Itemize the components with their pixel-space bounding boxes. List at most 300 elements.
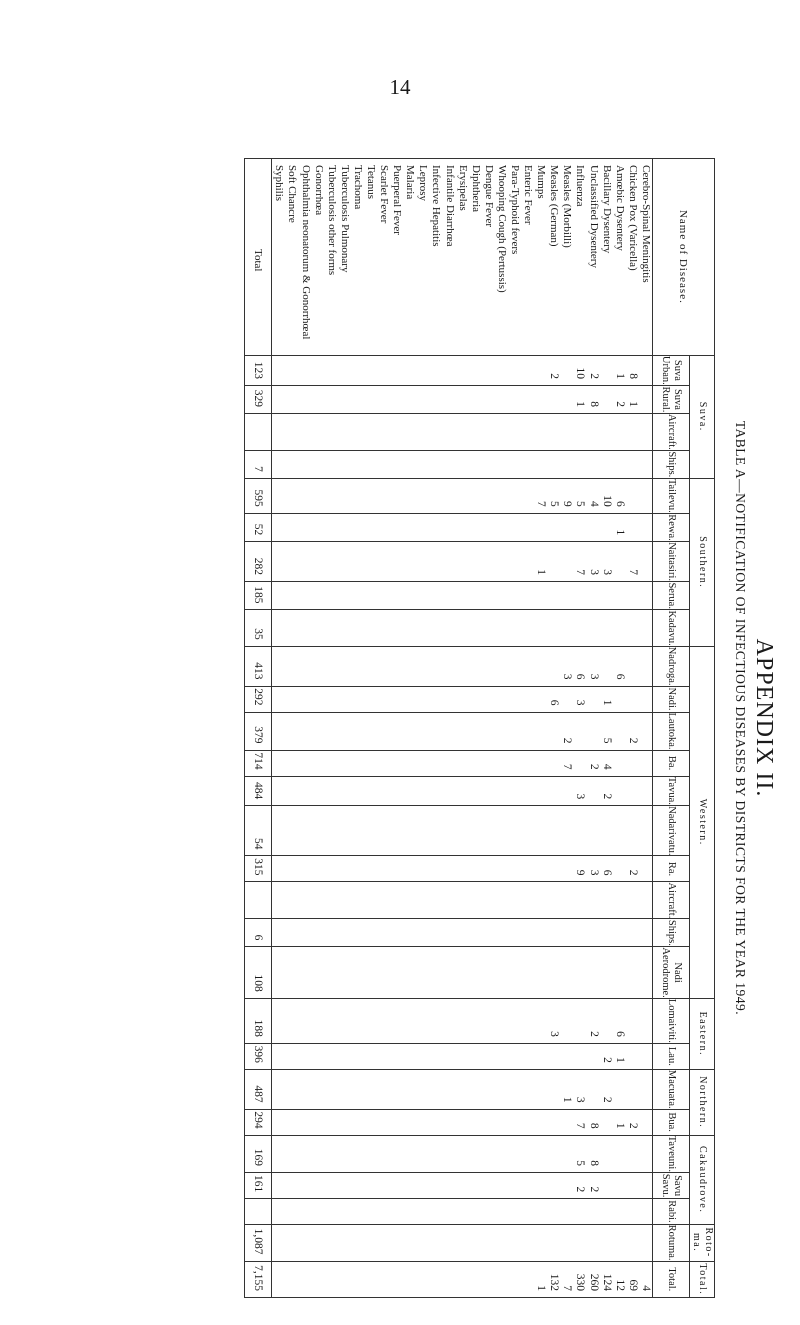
district-group-header: Cakaudrove. xyxy=(690,1135,715,1224)
case-count-cell xyxy=(443,513,456,541)
case-count-cell xyxy=(639,1199,653,1224)
case-count-cell: 2 xyxy=(626,856,639,882)
case-count-cell xyxy=(377,750,390,776)
case-count-cell xyxy=(508,712,521,750)
case-count-cell: 8 xyxy=(587,1109,600,1135)
case-count-cell xyxy=(429,385,442,413)
case-count-cell: 6 xyxy=(613,998,626,1043)
district-group-header: Suva. xyxy=(690,355,715,478)
case-count-cell: 2 xyxy=(587,355,600,385)
case-count-cell xyxy=(626,998,639,1043)
case-count-cell: 7 xyxy=(534,478,547,513)
table-row xyxy=(613,159,626,1298)
case-count-cell xyxy=(626,947,639,998)
district-column-header: Nadi. xyxy=(653,686,690,712)
case-count-cell: 2 xyxy=(613,385,626,413)
case-count-cell xyxy=(600,882,613,919)
case-count-cell xyxy=(639,610,653,646)
case-count-cell xyxy=(325,478,338,513)
case-count-cell: 9 xyxy=(560,478,573,513)
case-count-cell xyxy=(312,513,325,541)
case-count-cell xyxy=(351,1069,364,1109)
total-value-cell: 413 xyxy=(245,646,272,686)
case-count-cell xyxy=(495,355,508,385)
table-row xyxy=(639,159,653,1298)
case-count-cell xyxy=(338,1069,351,1109)
case-count-cell xyxy=(547,610,560,646)
district-column-header: Aircraft. xyxy=(653,413,690,450)
total-value-cell: 123 xyxy=(245,355,272,385)
case-count-cell xyxy=(547,856,560,882)
case-count-cell xyxy=(573,582,586,610)
district-column-header: Ba. xyxy=(653,750,690,776)
case-count-cell xyxy=(443,947,456,998)
case-count-cell xyxy=(443,882,456,919)
table-row xyxy=(626,159,639,1298)
district-column-header: Tavua. xyxy=(653,776,690,806)
disease-name: Tetanus xyxy=(364,159,377,356)
table-row xyxy=(312,159,325,1298)
case-count-cell xyxy=(403,413,416,450)
table-row xyxy=(285,159,298,1298)
case-count-cell xyxy=(272,947,286,998)
case-count-cell xyxy=(613,686,626,712)
case-count-cell xyxy=(534,1172,547,1198)
case-count-cell xyxy=(403,750,416,776)
case-count-cell xyxy=(521,1224,534,1261)
case-count-cell xyxy=(312,1109,325,1135)
case-count-cell xyxy=(600,385,613,413)
case-count-cell xyxy=(456,947,469,998)
case-count-cell xyxy=(495,806,508,856)
case-count-cell xyxy=(469,712,482,750)
case-count-cell xyxy=(338,947,351,998)
case-count-cell xyxy=(377,513,390,541)
case-count-cell xyxy=(626,776,639,806)
case-count-cell xyxy=(364,1109,377,1135)
case-count-cell xyxy=(547,1109,560,1135)
case-count-cell xyxy=(482,712,495,750)
case-count-cell xyxy=(639,1109,653,1135)
case-count-cell xyxy=(469,1043,482,1069)
case-count-cell xyxy=(429,776,442,806)
case-count-cell xyxy=(482,1135,495,1172)
case-count-cell: 1 xyxy=(600,686,613,712)
case-count-cell xyxy=(469,1135,482,1172)
case-count-cell xyxy=(312,1043,325,1069)
case-count-cell xyxy=(508,919,521,947)
table-row xyxy=(521,159,534,1298)
case-count-cell xyxy=(325,806,338,856)
case-count-cell xyxy=(560,385,573,413)
case-count-cell xyxy=(429,750,442,776)
case-count-cell: 4 xyxy=(639,1261,653,1297)
case-count-cell xyxy=(364,610,377,646)
case-count-cell xyxy=(298,919,311,947)
case-count-cell xyxy=(521,385,534,413)
case-count-cell xyxy=(390,413,403,450)
case-count-cell xyxy=(547,919,560,947)
case-count-cell xyxy=(416,582,429,610)
table-row xyxy=(403,159,416,1298)
rotated-table-page xyxy=(0,138,800,1298)
case-count-cell xyxy=(534,450,547,478)
case-count-cell xyxy=(508,450,521,478)
case-count-cell xyxy=(547,947,560,998)
case-count-cell xyxy=(338,646,351,686)
case-count-cell xyxy=(495,450,508,478)
case-count-cell xyxy=(547,542,560,582)
case-count-cell xyxy=(364,385,377,413)
case-count-cell xyxy=(351,750,364,776)
case-count-cell xyxy=(639,1135,653,1172)
case-count-cell xyxy=(390,947,403,998)
case-count-cell xyxy=(521,1172,534,1198)
case-count-cell xyxy=(508,856,521,882)
case-count-cell xyxy=(495,1224,508,1261)
case-count-cell xyxy=(285,919,298,947)
total-value-cell: 6 xyxy=(245,919,272,947)
case-count-cell xyxy=(285,1043,298,1069)
case-count-cell: 1 xyxy=(613,1043,626,1069)
case-count-cell xyxy=(587,686,600,712)
case-count-cell xyxy=(416,1224,429,1261)
case-count-cell xyxy=(560,610,573,646)
case-count-cell xyxy=(443,686,456,712)
district-column-header: Kadavu. xyxy=(653,610,690,646)
case-count-cell: 6 xyxy=(573,646,586,686)
case-count-cell xyxy=(390,882,403,919)
case-count-cell xyxy=(469,1069,482,1109)
case-count-cell xyxy=(469,1224,482,1261)
case-count-cell xyxy=(338,450,351,478)
case-count-cell xyxy=(429,686,442,712)
case-count-cell xyxy=(443,385,456,413)
case-count-cell xyxy=(495,542,508,582)
case-count-cell: 2 xyxy=(600,776,613,806)
name-of-disease-header: Name of Disease. xyxy=(653,159,715,356)
case-count-cell xyxy=(482,413,495,450)
case-count-cell: 2 xyxy=(626,712,639,750)
table-row xyxy=(429,159,442,1298)
case-count-cell xyxy=(626,1199,639,1224)
case-count-cell xyxy=(482,856,495,882)
case-count-cell xyxy=(613,1172,626,1198)
case-count-cell xyxy=(456,686,469,712)
case-count-cell xyxy=(547,1172,560,1198)
case-count-cell xyxy=(312,646,325,686)
case-count-cell xyxy=(521,542,534,582)
case-count-cell xyxy=(403,1069,416,1109)
total-label: Total xyxy=(245,159,272,356)
case-count-cell xyxy=(547,1069,560,1109)
case-count-cell xyxy=(521,582,534,610)
case-count-cell xyxy=(443,542,456,582)
case-count-cell xyxy=(469,998,482,1043)
case-count-cell: 2 xyxy=(587,1172,600,1198)
case-count-cell xyxy=(416,1109,429,1135)
case-count-cell xyxy=(613,806,626,856)
case-count-cell xyxy=(351,712,364,750)
case-count-cell xyxy=(456,750,469,776)
case-count-cell xyxy=(272,1224,286,1261)
case-count-cell: 8 xyxy=(587,1135,600,1172)
case-count-cell xyxy=(377,646,390,686)
case-count-cell xyxy=(508,582,521,610)
case-count-cell xyxy=(312,582,325,610)
case-count-cell xyxy=(469,513,482,541)
case-count-cell xyxy=(403,856,416,882)
case-count-cell xyxy=(403,776,416,806)
case-count-cell xyxy=(298,513,311,541)
case-count-cell xyxy=(298,1069,311,1109)
case-count-cell: 8 xyxy=(626,355,639,385)
total-value-cell: 108 xyxy=(245,947,272,998)
case-count-cell: 9 xyxy=(573,856,586,882)
case-count-cell xyxy=(285,882,298,919)
district-group-header: Southern. xyxy=(690,478,715,646)
case-count-cell xyxy=(285,646,298,686)
table-row xyxy=(534,159,547,1298)
case-count-cell xyxy=(416,1135,429,1172)
case-count-cell xyxy=(377,385,390,413)
case-count-cell xyxy=(429,610,442,646)
disease-name: Leprosy xyxy=(416,159,429,356)
case-count-cell xyxy=(495,856,508,882)
case-count-cell xyxy=(521,776,534,806)
total-value-cell: 294 xyxy=(245,1109,272,1135)
case-count-cell xyxy=(482,513,495,541)
district-column-header: Serua. xyxy=(653,582,690,610)
case-count-cell xyxy=(325,413,338,450)
case-count-cell xyxy=(285,1199,298,1224)
case-count-cell xyxy=(547,413,560,450)
case-count-cell xyxy=(403,646,416,686)
case-count-cell xyxy=(272,776,286,806)
case-count-cell xyxy=(443,750,456,776)
disease-name: Soft Chancre xyxy=(285,159,298,356)
case-count-cell xyxy=(443,919,456,947)
case-count-cell: 3 xyxy=(573,686,586,712)
district-column-header: Ships. xyxy=(653,450,690,478)
case-count-cell xyxy=(587,919,600,947)
case-count-cell: 124 xyxy=(600,1261,613,1297)
case-count-cell xyxy=(338,1135,351,1172)
case-count-cell xyxy=(521,1199,534,1224)
case-count-cell xyxy=(521,998,534,1043)
case-count-cell xyxy=(298,1043,311,1069)
case-count-cell xyxy=(456,1261,469,1297)
disease-name: Measles (German) xyxy=(547,159,560,356)
case-count-cell xyxy=(298,998,311,1043)
case-count-cell xyxy=(639,646,653,686)
case-count-cell xyxy=(429,582,442,610)
case-count-cell xyxy=(351,1261,364,1297)
case-count-cell: 2 xyxy=(600,1069,613,1109)
case-count-cell xyxy=(469,582,482,610)
district-column-header: Lomaiviti. xyxy=(653,998,690,1043)
case-count-cell xyxy=(390,1261,403,1297)
case-count-cell xyxy=(351,1172,364,1198)
case-count-cell xyxy=(377,712,390,750)
case-count-cell xyxy=(534,610,547,646)
case-count-cell xyxy=(312,998,325,1043)
case-count-cell xyxy=(456,1109,469,1135)
case-count-cell xyxy=(443,610,456,646)
case-count-cell xyxy=(416,1172,429,1198)
case-count-cell xyxy=(338,1261,351,1297)
case-count-cell xyxy=(547,1224,560,1261)
case-count-cell xyxy=(312,385,325,413)
case-count-cell: 7 xyxy=(560,1261,573,1297)
case-count-cell xyxy=(547,450,560,478)
case-count-cell xyxy=(416,646,429,686)
case-count-cell xyxy=(351,1199,364,1224)
case-count-cell xyxy=(456,1135,469,1172)
case-count-cell: 2 xyxy=(560,712,573,750)
case-count-cell xyxy=(613,776,626,806)
case-count-cell xyxy=(600,998,613,1043)
disease-name: Whooping Cough (Pertussis) xyxy=(495,159,508,356)
case-count-cell xyxy=(364,750,377,776)
total-value-cell: 7,155 xyxy=(245,1261,272,1297)
district-group-header: Roto-ma. xyxy=(690,1224,715,1261)
case-count-cell xyxy=(495,478,508,513)
table-row xyxy=(587,159,600,1298)
case-count-cell xyxy=(325,1199,338,1224)
case-count-cell xyxy=(272,513,286,541)
case-count-cell xyxy=(495,1043,508,1069)
case-count-cell xyxy=(626,1172,639,1198)
case-count-cell xyxy=(364,776,377,806)
table-row xyxy=(469,159,482,1298)
table-row xyxy=(351,159,364,1298)
case-count-cell xyxy=(456,1172,469,1198)
case-count-cell xyxy=(390,1043,403,1069)
case-count-cell xyxy=(364,856,377,882)
case-count-cell: 3 xyxy=(587,542,600,582)
district-group-header: Total. xyxy=(690,1261,715,1297)
case-count-cell xyxy=(600,355,613,385)
case-count-cell xyxy=(469,413,482,450)
case-count-cell: 1 xyxy=(613,513,626,541)
case-count-cell xyxy=(495,1199,508,1224)
case-count-cell xyxy=(456,542,469,582)
case-count-cell xyxy=(325,385,338,413)
case-count-cell: 8 xyxy=(587,385,600,413)
case-count-cell xyxy=(285,856,298,882)
table-row xyxy=(298,159,311,1298)
case-count-cell xyxy=(456,919,469,947)
case-count-cell xyxy=(573,947,586,998)
case-count-cell xyxy=(298,610,311,646)
case-count-cell xyxy=(285,542,298,582)
district-column-header: Tailevu. xyxy=(653,478,690,513)
case-count-cell xyxy=(534,1069,547,1109)
case-count-cell xyxy=(613,1069,626,1109)
case-count-cell xyxy=(534,998,547,1043)
case-count-cell xyxy=(639,582,653,610)
case-count-cell xyxy=(600,646,613,686)
case-count-cell xyxy=(508,882,521,919)
case-count-cell xyxy=(639,1043,653,1069)
table-row xyxy=(325,159,338,1298)
district-column-header: Suva Urban. xyxy=(653,355,690,385)
case-count-cell xyxy=(272,450,286,478)
notification-table xyxy=(244,158,715,1298)
disease-name: Tuberculosis Pulmonary xyxy=(338,159,351,356)
case-count-cell xyxy=(613,947,626,998)
case-count-cell xyxy=(377,355,390,385)
case-count-cell xyxy=(403,385,416,413)
case-count-cell xyxy=(403,919,416,947)
case-count-cell xyxy=(508,513,521,541)
case-count-cell xyxy=(469,919,482,947)
case-count-cell xyxy=(325,1069,338,1109)
total-value-cell: 396 xyxy=(245,1043,272,1069)
case-count-cell xyxy=(456,610,469,646)
disease-name: Amœbic Dysentery xyxy=(613,159,626,356)
total-value-cell: 484 xyxy=(245,776,272,806)
case-count-cell xyxy=(325,646,338,686)
case-count-cell xyxy=(338,998,351,1043)
case-count-cell xyxy=(482,776,495,806)
case-count-cell xyxy=(325,1261,338,1297)
case-count-cell xyxy=(390,1135,403,1172)
case-count-cell xyxy=(377,806,390,856)
case-count-cell xyxy=(416,776,429,806)
case-count-cell xyxy=(613,413,626,450)
case-count-cell xyxy=(325,919,338,947)
case-count-cell xyxy=(272,919,286,947)
case-count-cell xyxy=(521,947,534,998)
case-count-cell xyxy=(403,1224,416,1261)
disease-name: Dengue Fever xyxy=(482,159,495,356)
case-count-cell xyxy=(547,1135,560,1172)
district-column-header: Nadarivatu. xyxy=(653,806,690,856)
case-count-cell xyxy=(325,947,338,998)
total-value-cell: 169 xyxy=(245,1135,272,1172)
case-count-cell xyxy=(351,513,364,541)
case-count-cell xyxy=(639,856,653,882)
case-count-cell xyxy=(639,1172,653,1198)
case-count-cell xyxy=(298,882,311,919)
case-count-cell xyxy=(377,686,390,712)
case-count-cell xyxy=(508,1069,521,1109)
case-count-cell xyxy=(429,1135,442,1172)
case-count-cell xyxy=(403,686,416,712)
case-count-cell xyxy=(508,806,521,856)
case-count-cell xyxy=(443,1172,456,1198)
case-count-cell xyxy=(482,1199,495,1224)
case-count-cell xyxy=(377,1172,390,1198)
case-count-cell xyxy=(429,478,442,513)
case-count-cell xyxy=(416,610,429,646)
case-count-cell xyxy=(613,1135,626,1172)
case-count-cell xyxy=(351,610,364,646)
case-count-cell xyxy=(534,919,547,947)
case-count-cell xyxy=(312,882,325,919)
case-count-cell xyxy=(534,1109,547,1135)
case-count-cell xyxy=(285,1172,298,1198)
case-count-cell: 5 xyxy=(573,1135,586,1172)
case-count-cell xyxy=(351,998,364,1043)
case-count-cell xyxy=(364,1224,377,1261)
case-count-cell xyxy=(272,806,286,856)
case-count-cell xyxy=(377,1224,390,1261)
case-count-cell xyxy=(298,1261,311,1297)
case-count-cell xyxy=(482,1261,495,1297)
